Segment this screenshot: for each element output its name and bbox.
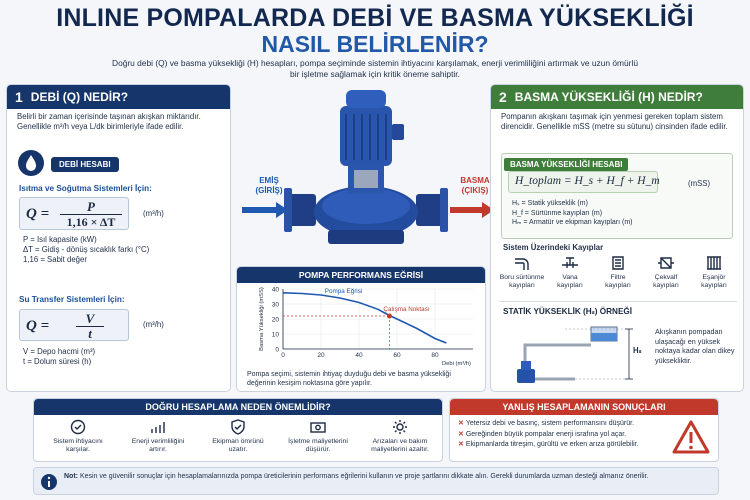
importance-label-1: Sistem ihtiyacını karşılar. [53, 438, 103, 453]
page-title: INLINE POMPALARDA DEBİ VE BASMA YÜKSEKLİĞİ [56, 4, 694, 32]
importance-panel [33, 398, 443, 462]
loss-item-pipe [499, 255, 545, 290]
basma-header [491, 85, 743, 109]
discharge-label: BASMA (ÇIKIŞ) [460, 176, 490, 195]
y-tick-label: 20 [271, 316, 279, 324]
x-axis-label: Debi (m³/h) [442, 361, 471, 367]
basma-legend-hs: Hₛ = Statik yükseklik (m) [512, 200, 588, 207]
loss-item-exchanger [691, 255, 737, 290]
heating-legend [23, 235, 223, 265]
basma-calc-box [501, 153, 733, 239]
loss-label-check-valve: Çekvalf kayıpları [653, 274, 679, 289]
heating-numerator: P [87, 199, 95, 214]
loss-item-filter [595, 255, 641, 290]
valve-icon [561, 255, 579, 271]
transfer-legend [23, 347, 223, 367]
operating-point-label: Çalışma Noktası [383, 306, 430, 313]
transfer-formula [19, 309, 129, 341]
importance-label-3: Ekipman ömrünü uzatır. [212, 438, 264, 453]
consequence-item: ✕ Gereğinden büyük pompalar enerji israfına yol açar. [458, 430, 627, 438]
check-valve-icon [657, 255, 675, 271]
importance-item-5 [360, 419, 440, 454]
divider [499, 301, 737, 302]
loss-label-filter: Filtre kayıpları [605, 274, 631, 289]
heating-title: Isıtma ve Soğutma Sistemleri İçin: [19, 184, 152, 193]
debi-calc-pill: DEBİ HESABI [51, 157, 119, 172]
basma-number: 2 [499, 89, 507, 105]
basma-legend [512, 199, 632, 228]
note-text-block [64, 472, 714, 482]
energy-bars-icon [149, 419, 167, 435]
series-label: Pompa Eğrisi [324, 288, 363, 295]
heating-formula-lhs: Q = [26, 206, 50, 222]
y-tick-label: 0 [275, 346, 279, 354]
note-box [33, 467, 719, 495]
importance-item-4 [280, 419, 356, 454]
y-tick-label: 30 [271, 301, 279, 309]
static-height-diagram [505, 319, 643, 389]
y-tick-label: 10 [271, 331, 279, 339]
note-text: Kesin ve güvenilir sonuçlar için hesaplamalarınızda pompa üreticilerinin performans eğrilerini kullanın ve proje şartlarını dikkate alın. Gerekli durumlarda uzman desteği almanız önerilir. [79, 473, 649, 480]
static-text: Akışkanın pompadan ulaşacağı en yüksek noktaya kadar olan dikey yüksekliktir. [655, 327, 735, 365]
x-tick-label: 0 [281, 352, 285, 359]
x-tick-label: 60 [393, 352, 401, 359]
heating-legend-dt: ΔT = Gidiş - dönüş sıcaklık farkı (°C) [23, 245, 150, 254]
importance-item-3 [200, 419, 276, 454]
basma-formula-text: H_toplam = H_s + H_f + H_m [515, 175, 660, 187]
consequence-item: ✕ Ekipmanlarda titreşim, gürültü ve erken arıza görülebilir. [458, 441, 639, 448]
loss-item-check-valve [643, 255, 689, 290]
debi-header [7, 85, 230, 109]
pump-curve-line [283, 293, 446, 343]
losses-title: Sistem Üzerindeki Kayıplar [503, 243, 604, 252]
performance-chart [243, 283, 481, 369]
note-label: Not: [64, 473, 78, 480]
transfer-unit: (m³/h) [143, 320, 164, 329]
loss-label-exchanger: Eşanjör kayıpları [701, 274, 727, 289]
chart-title: POMPA PERFORMANS EĞRİSİ [237, 267, 485, 283]
page-subtitle: NASIL BELİRLENİR? [261, 31, 489, 57]
heat-exchanger-icon [705, 255, 723, 271]
heating-denominator: 1,16 × ΔT [66, 215, 116, 229]
transfer-legend-t: t = Dolum süresi (h) [23, 357, 92, 366]
transfer-legend-v: V = Depo hacmi (m³) [23, 347, 96, 356]
basma-calc-title: BASMA YÜKSEKLİĞİ HESABI [504, 158, 628, 171]
loss-label-pipe: Boru sürtünme kayıpları [499, 274, 545, 289]
consequences-list [458, 419, 663, 451]
x-tick-label: 40 [355, 352, 363, 359]
loss-label-valve: Vana kayıpları [557, 274, 583, 289]
consequence-item: ✕ Yetersiz debi ve basınç, sistem performansını düşürür. [458, 420, 635, 427]
operating-point-marker [387, 314, 392, 319]
losses-row [499, 255, 737, 297]
chart-note: Pompa seçimi, sistemin ihtiyaç duyduğu debi ve basma yüksekliği değerinin kesişim noktasına göre yapılır. [247, 371, 451, 387]
y-axis-label: Basma Yüksekliği (mSS) [259, 287, 265, 351]
heating-legend-p: P = Isıl kapasite (kW) [23, 235, 97, 244]
static-title: STATİK YÜKSEKLİK (Hₛ) ÖRNEĞİ [503, 307, 633, 316]
importance-item-1 [40, 419, 116, 454]
basma-panel [490, 84, 744, 392]
basma-formula [508, 171, 658, 193]
basma-formula-unit: (mSS) [688, 179, 711, 188]
importance-label-4: İşletme maliyetlerini düşürür. [288, 438, 348, 453]
filter-icon [609, 255, 627, 271]
warning-icon [672, 419, 710, 455]
x-tick-label: 20 [317, 352, 325, 359]
debi-heading: DEBİ (Q) NEDİR? [30, 90, 129, 104]
transfer-formula-lhs: Q = [26, 318, 50, 334]
consequences-panel [449, 398, 719, 462]
basma-description: Pompanın akışkanı taşımak için yenmesi gereken toplam sistem direncidir. Genellikle mSS (metre su sütunu) cinsinden ifade edilir. [501, 112, 728, 131]
water-drop-icon [17, 149, 45, 177]
shield-check-icon [229, 419, 247, 435]
check-circle-icon [69, 419, 87, 435]
transfer-numerator: V [85, 311, 95, 326]
consequences-title: YANLIŞ HESAPLAMANIN SONUÇLARI [450, 399, 718, 415]
performance-chart-panel [236, 266, 486, 392]
debi-panel [6, 84, 231, 392]
importance-title: DOĞRU HESAPLAMA NEDEN ÖNEMLİDİR? [34, 399, 442, 415]
importance-label-5: Arızaları ve bakım maliyetlerini azaltır. [371, 438, 429, 453]
importance-label-2: Enerji verimliliğini artırır. [131, 438, 185, 453]
transfer-denominator: t [88, 326, 92, 341]
inline-pump-illustration [236, 84, 498, 264]
info-icon [40, 473, 58, 491]
basma-heading: BASMA YÜKSEKLİĞİ (H) NEDİR? [514, 90, 703, 104]
transfer-title: Su Transfer Sistemleri İçin: [19, 295, 125, 304]
x-tick-label: 80 [431, 352, 439, 359]
heating-legend-const: 1,16 = Sabit değer [23, 255, 87, 264]
basma-legend-hm: Hₘ = Armatür ve ekipman kayıpları (m) [512, 219, 633, 226]
debi-number: 1 [15, 89, 23, 105]
small-pump-icon [517, 369, 535, 383]
money-icon [309, 419, 327, 435]
heating-formula [19, 197, 129, 230]
intro-text: Doğru debi (Q) ve basma yüksekliği (H) hesapları, pompa seçiminde sistemin ihtiyacını karşılamak, enerji verimliliğini artırmak ve uzun ömürlü bir işletme sağlamak için kritik öneme sahiptir. [112, 58, 638, 79]
basma-legend-hf: H_f = Sürtünme kayıpları (m) [512, 209, 603, 217]
y-tick-label: 40 [271, 286, 279, 294]
debi-description: Belirli bir zaman içerisinde taşınan akışkan miktarıdır. Genellikle m³/h veya L/dk birimleriyle ifade edilir. [17, 112, 201, 131]
suction-label: EMİŞ (GİRİŞ) [255, 176, 283, 195]
gear-icon [391, 419, 409, 435]
heating-unit: (m³/h) [143, 209, 164, 218]
pipe-elbow-icon [513, 255, 531, 271]
importance-item-2 [120, 419, 196, 454]
static-height-label: Hₛ [633, 346, 642, 355]
loss-item-valve [547, 255, 593, 290]
